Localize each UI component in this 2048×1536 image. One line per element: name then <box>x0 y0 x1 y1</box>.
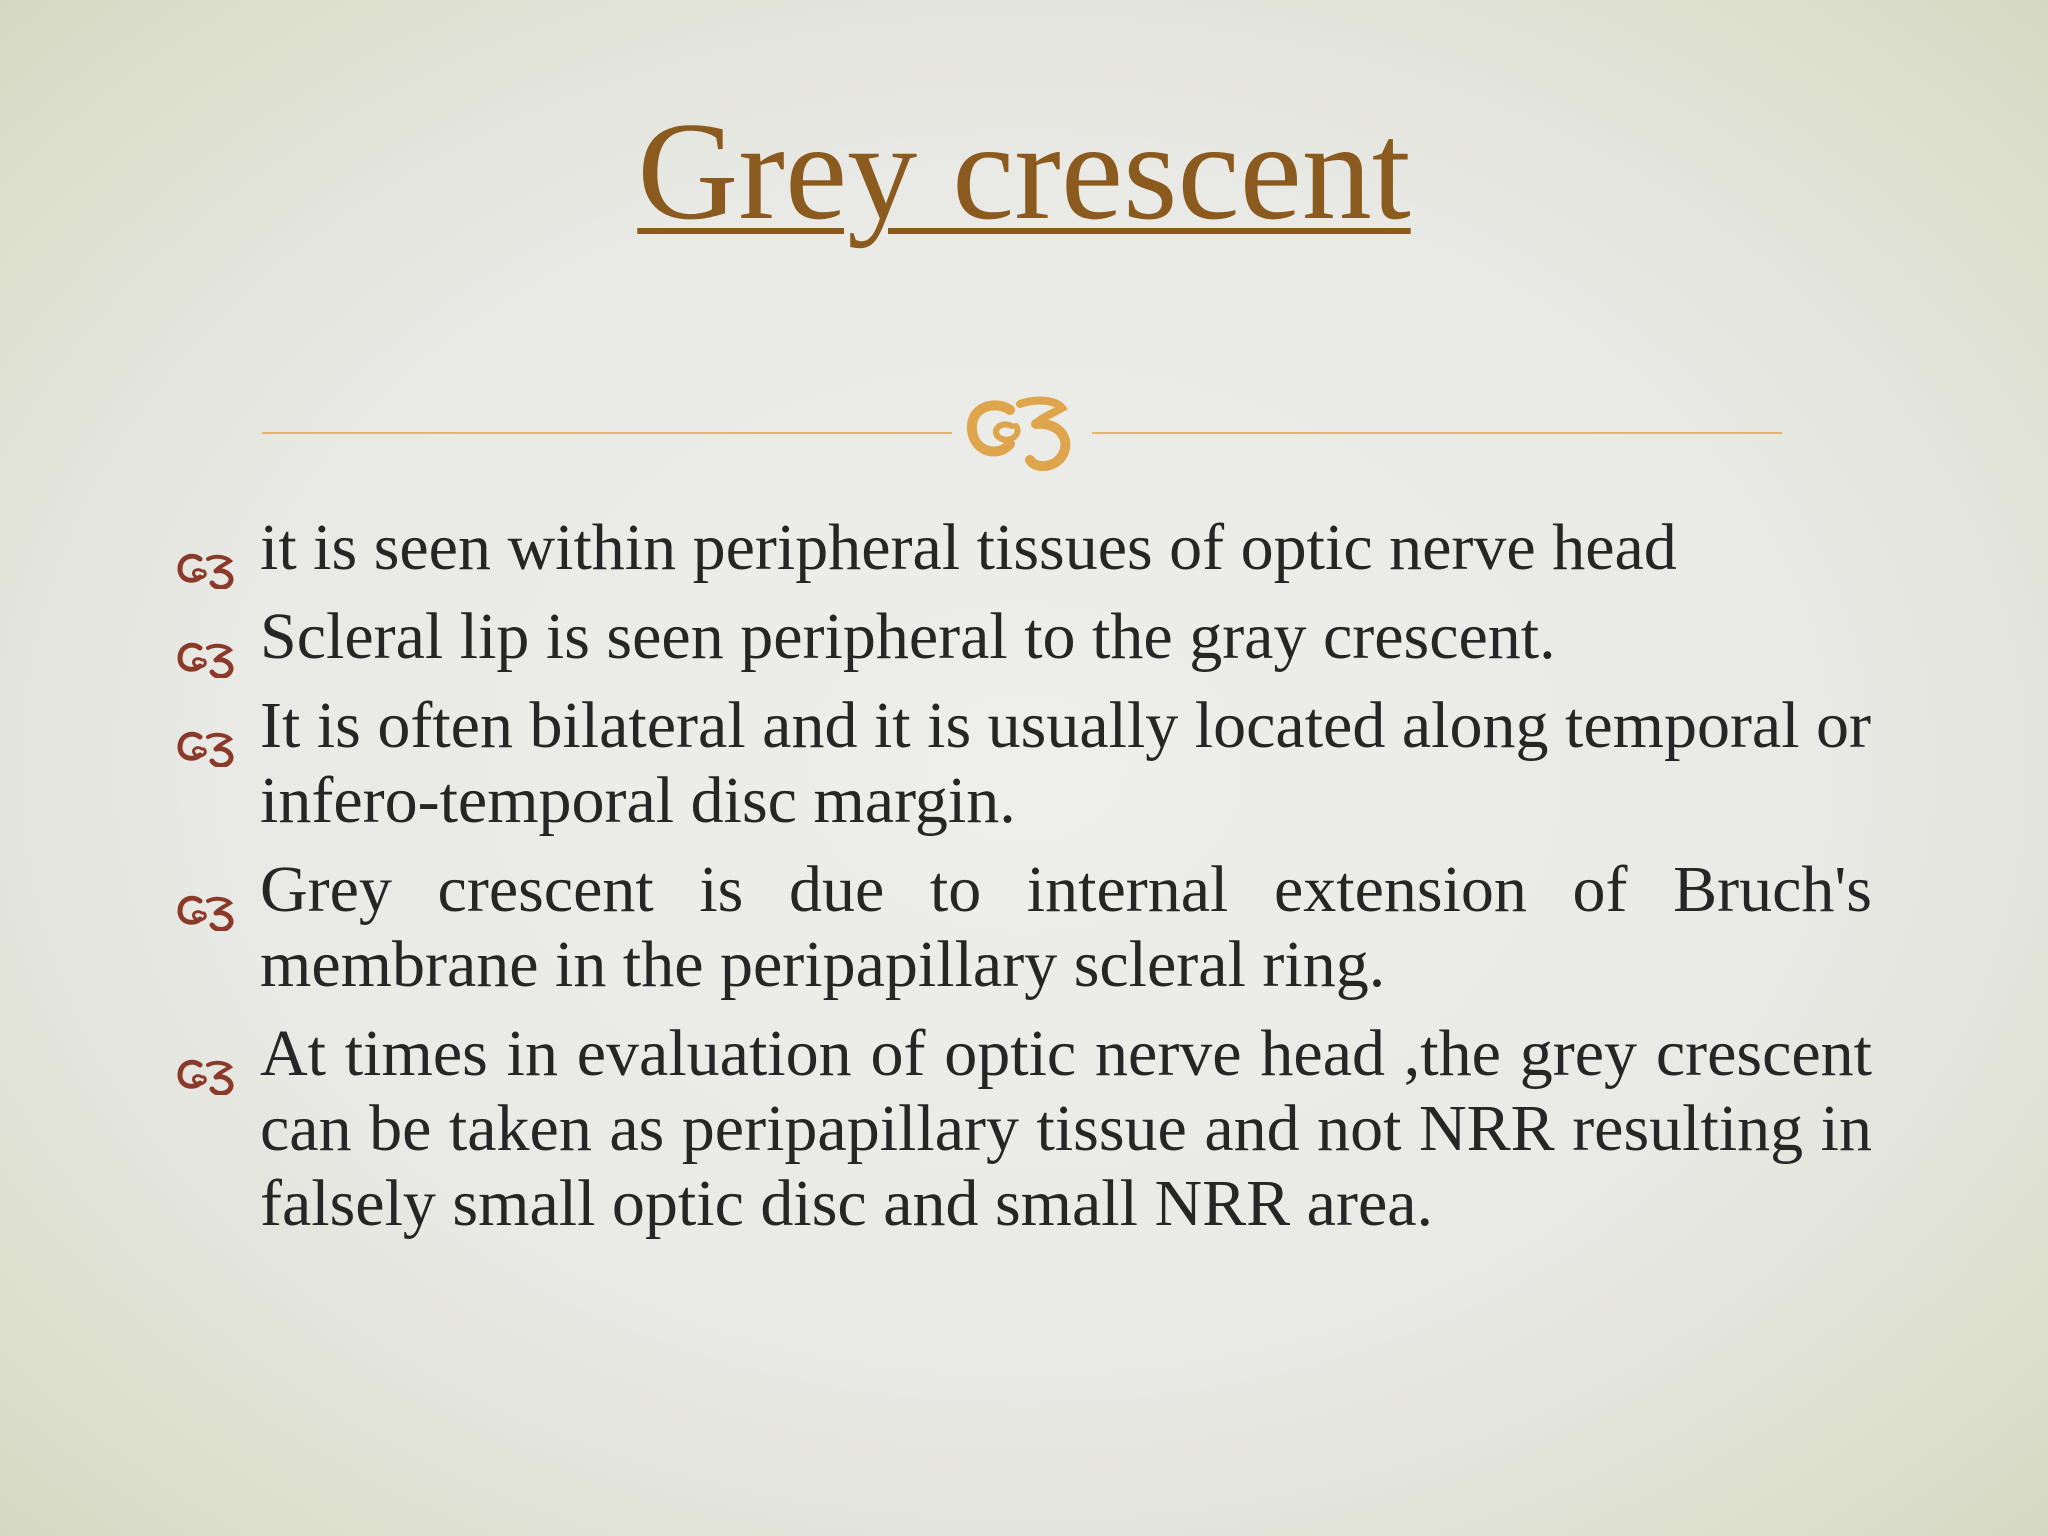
list-item <box>176 510 1872 585</box>
curl-ornament-icon <box>952 380 1092 485</box>
curl-bullet-icon <box>176 1036 238 1076</box>
bullet-text: Grey crescent is due to internal extension of Bruch's membrane in the peripapillary scleral ring. <box>260 853 1872 1001</box>
curl-bullet-icon <box>176 530 238 570</box>
bullet-list <box>176 510 1872 1255</box>
list-item <box>176 688 1872 838</box>
curl-bullet-icon <box>176 708 238 748</box>
list-item <box>176 1016 1872 1241</box>
divider-line-left <box>262 432 952 434</box>
bullet-text: it is seen within peripheral tissues of optic nerve head <box>260 511 1677 584</box>
title-divider <box>262 380 1782 480</box>
list-item <box>176 599 1872 674</box>
list-item <box>176 852 1872 1002</box>
curl-bullet-icon <box>176 872 238 912</box>
bullet-text: Scleral lip is seen peripheral to the gray crescent. <box>260 600 1556 673</box>
slide-title: Grey crescent <box>637 94 1411 249</box>
bullet-text: At times in evaluation of optic nerve head ,the grey crescent can be taken as peripapillary tissue and not NRR resulting in falsely small optic disc and small NRR area. <box>260 1017 1872 1240</box>
curl-bullet-icon <box>176 619 238 659</box>
bullet-text: It is often bilateral and it is usually located along temporal or infero-temporal disc margin. <box>260 689 1872 837</box>
divider-line-right <box>1092 432 1782 434</box>
